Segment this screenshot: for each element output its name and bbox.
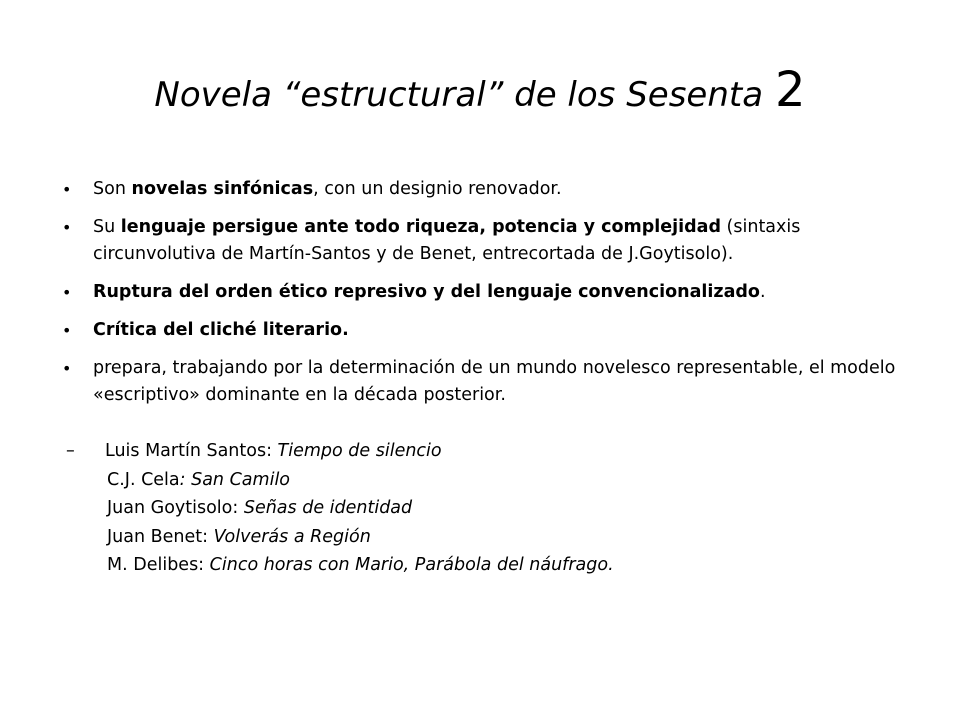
- work-item-5: [107, 551, 614, 580]
- title-text: Novela “estructural” de los Sesenta: [154, 75, 764, 115]
- work-4-author: Juan Benet:: [107, 526, 214, 547]
- work-2-author: C.J. Cela: [107, 469, 180, 490]
- bullet-2-text: Su: [93, 217, 121, 237]
- work-5-author: M. Delibes:: [107, 555, 210, 575]
- work-3-title: Señas de identidad: [243, 498, 413, 518]
- bullet-item-4: [62, 317, 912, 344]
- bullet-dot: •: [62, 180, 72, 199]
- work-item-4: [107, 523, 614, 552]
- bullet-dot: •: [62, 321, 72, 340]
- bullet-item-5: [62, 355, 912, 409]
- works-dash: –: [66, 441, 75, 461]
- slide-title: [0, 60, 960, 125]
- bullet-dot: •: [62, 283, 72, 302]
- bullet-2-bold: lenguaje persigue ante todo riqueza, potencia y complejidad: [120, 217, 721, 237]
- bullet-dot: •: [62, 218, 72, 237]
- bullet-3-text-end: .: [759, 282, 766, 302]
- bullet-1-text: Son: [93, 179, 132, 199]
- bullet-list: [62, 176, 912, 420]
- work-3-author: Juan Goytisolo:: [107, 498, 244, 518]
- bullet-item-2: [62, 214, 912, 268]
- work-1-author: Luis Martín Santos:: [105, 441, 278, 461]
- work-2-title: : San Camilo: [179, 469, 291, 490]
- bullet-item-1: [62, 176, 912, 203]
- bullet-item-3: [62, 279, 912, 306]
- title-number: 2: [775, 62, 806, 118]
- work-5-title: Cinco horas con Mario, Parábola del náufrago.: [209, 555, 614, 575]
- bullet-4-bold: Crítica del cliché literario.: [93, 320, 349, 340]
- bullet-5-text: prepara, trabajando por la determinación de un mundo novelesco representable, el modelo «escriptivo» dominante en la década posterior.: [93, 358, 896, 405]
- bullet-3-bold: Ruptura del orden ético represivo y del lenguaje convencionalizado: [93, 282, 760, 302]
- work-item-3: [107, 494, 614, 523]
- bullet-1-bold: novelas sinfónicas: [131, 179, 314, 199]
- work-4-title: Volverás a Región: [213, 526, 371, 547]
- work-1-title: Tiempo de silencio: [277, 441, 442, 461]
- work-item-1: [105, 437, 614, 466]
- bullet-dot: •: [62, 359, 72, 378]
- bullet-1-text-end: , con un designio renovador.: [313, 179, 562, 199]
- work-item-2: [107, 466, 614, 495]
- bullet-2-text-end: (sintaxis circunvolutiva de Martín-Santos y de Benet, entrecortada de J.Goytisolo).: [93, 217, 801, 264]
